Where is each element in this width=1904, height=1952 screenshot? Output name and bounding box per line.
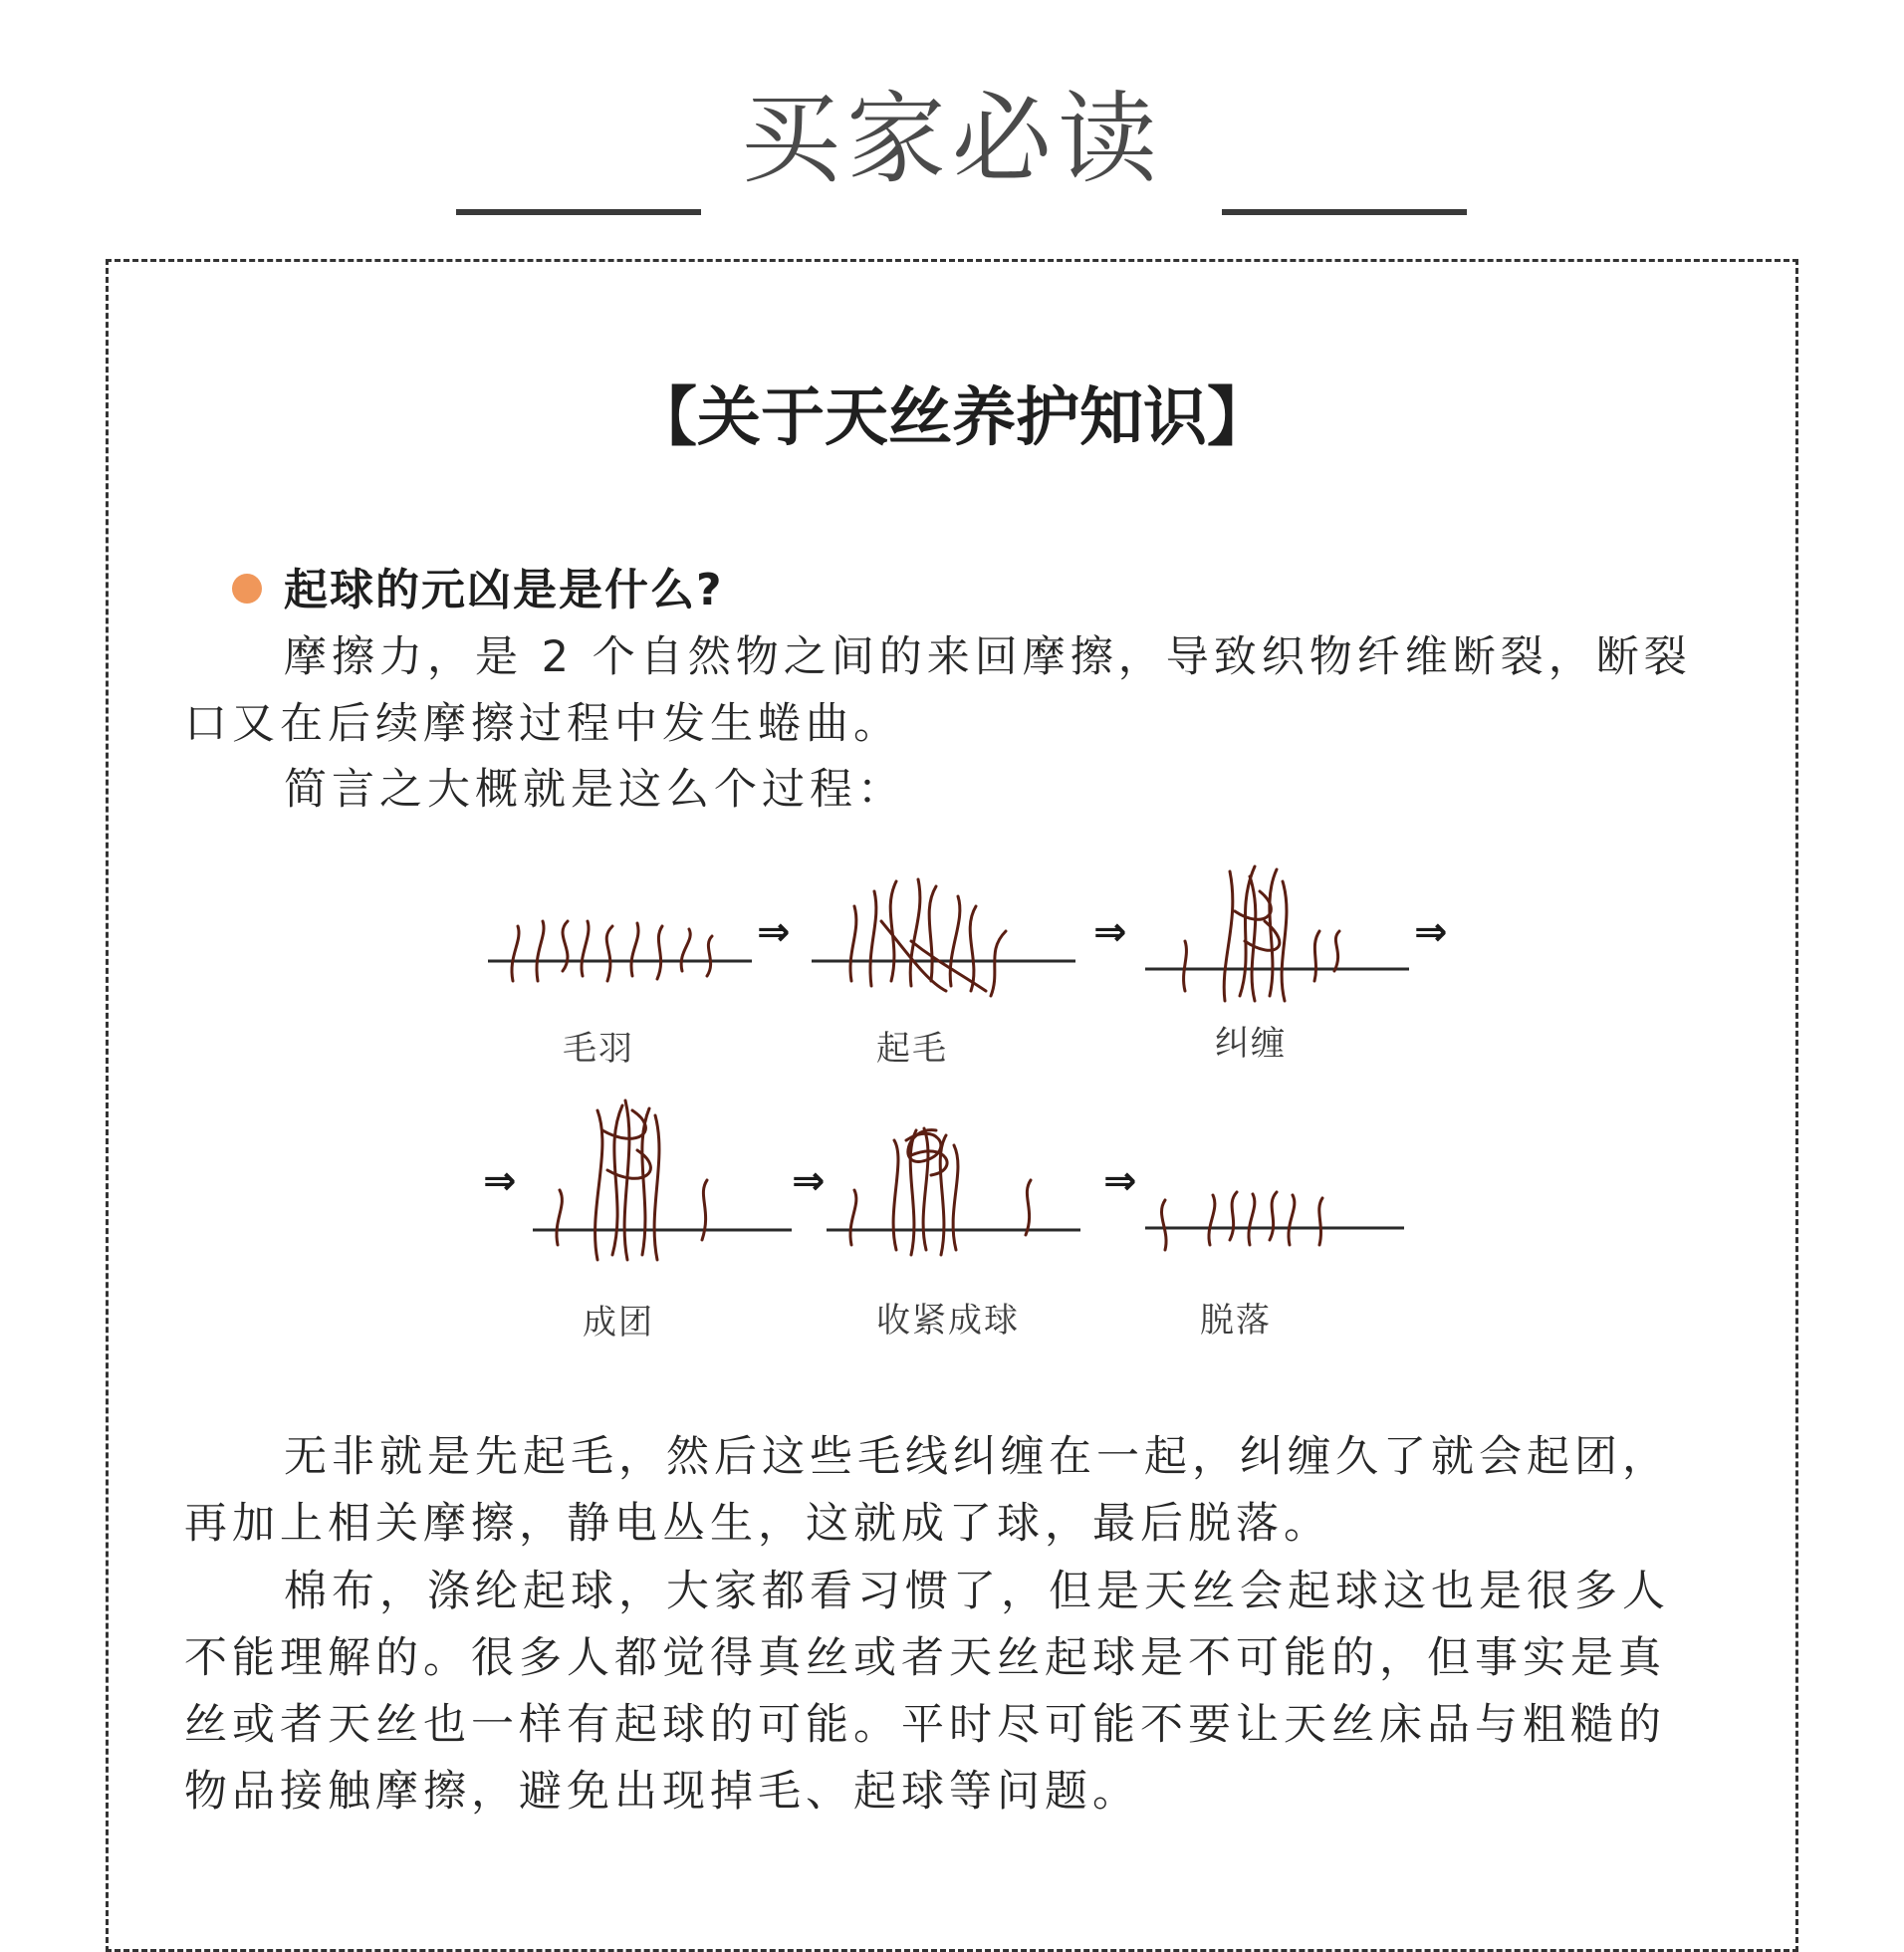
pilling-diagram-svg: [468, 852, 1464, 1359]
fibers-stage-6: [1161, 1192, 1322, 1250]
arrow-icon-3: ⇒: [1414, 909, 1448, 955]
stage-label-3: 纠缠: [1215, 1024, 1287, 1064]
arrow-icon-1: ⇒: [757, 909, 791, 955]
paragraph-friction: 摩擦力，是 2 个自然物之间的来回摩擦，导致织物纤维断裂，断裂口又在后续摩擦过程中发生蜷曲。: [184, 632, 1692, 749]
fibers-stage-5: [850, 1128, 1031, 1255]
page-title: 买家必读: [741, 81, 1163, 197]
fibers-stage-2: [850, 879, 1006, 996]
pilling-process-diagram: [468, 852, 1464, 1359]
bullet-dot-icon: [232, 574, 262, 604]
arrow-icon-6: ⇒: [1103, 1158, 1137, 1204]
stage-label-4: 成团: [583, 1303, 654, 1342]
arrow-icon-5: ⇒: [792, 1158, 826, 1204]
arrow-icon-4: ⇒: [483, 1158, 517, 1204]
paragraph-tencel-advice: 棉布，涤纶起球，大家都看习惯了，但是天丝会起球这也是很多人不能理解的。很多人都觉得真丝或者天丝起球是不可能的，但事实是真丝或者天丝也一样有起球的可能。平时尽可能不要让天丝床品与粗糙的物品接触摩擦，避免出现掉毛、起球等问题。: [184, 1567, 1670, 1817]
fibers-stage-4: [557, 1100, 707, 1260]
fibers-stage-3: [1184, 866, 1339, 1001]
stage-label-1: 毛羽: [563, 1029, 634, 1069]
stage-label-6: 脱落: [1200, 1301, 1272, 1341]
header-rule-left: [456, 209, 701, 215]
header-rule-right: [1222, 209, 1467, 215]
arrow-icon-2: ⇒: [1093, 909, 1127, 955]
fibers-stage-1: [512, 921, 712, 981]
stage-label-2: 起毛: [876, 1029, 948, 1069]
paragraph-process-intro: 简言之大概就是这么个过程：: [284, 765, 905, 815]
page-header: [0, 70, 1904, 209]
question-heading: [232, 563, 724, 618]
paragraph-process-summary: 无非就是先起毛，然后这些毛线纠缠在一起，纠缠久了就会起团，再加上相关摩擦，静电丛生，这就成了球，最后脱落。: [184, 1432, 1670, 1549]
section-title: 【关于天丝养护知识】: [633, 381, 1271, 455]
question-text: 起球的元凶是是什么?: [284, 565, 724, 615]
stage-label-5: 收紧成球: [876, 1301, 1020, 1341]
